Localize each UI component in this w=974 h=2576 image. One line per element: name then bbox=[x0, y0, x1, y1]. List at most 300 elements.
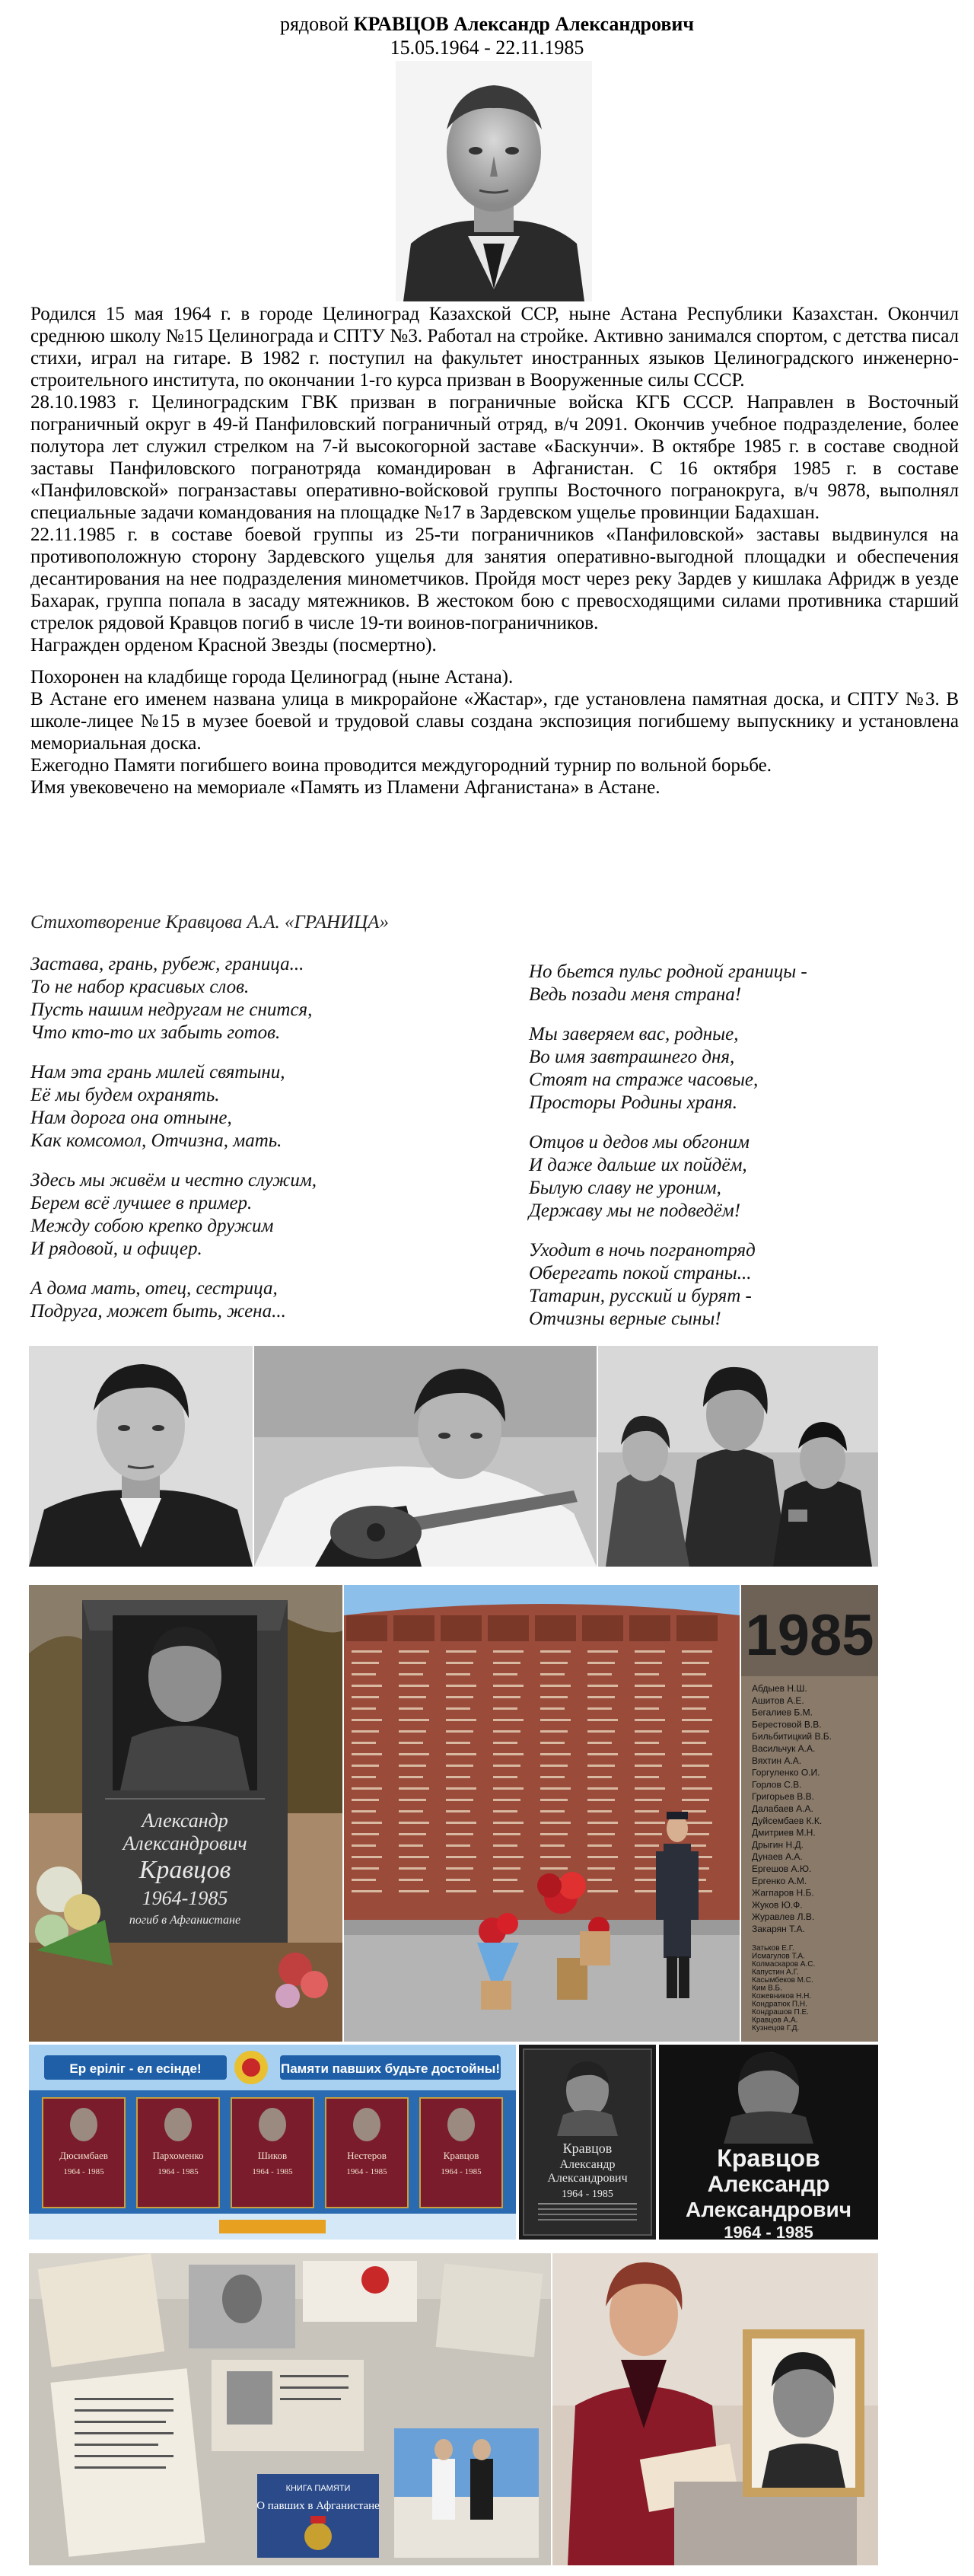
memorial-name-line bbox=[682, 1685, 712, 1687]
memorial-name-line bbox=[587, 1822, 618, 1824]
memorial-name-line bbox=[587, 1776, 612, 1778]
page-header bbox=[0, 12, 974, 59]
memorial-name-line bbox=[399, 1856, 429, 1858]
memorial-name-line bbox=[540, 1673, 565, 1675]
memorial-name-line bbox=[446, 1765, 473, 1767]
memorial-name-line bbox=[352, 1719, 382, 1721]
memorial-name-line bbox=[352, 1822, 382, 1824]
memorial-name-line bbox=[493, 1856, 524, 1858]
memorial-name-line bbox=[682, 1799, 709, 1801]
large-plaque-middle: Александрович bbox=[686, 2198, 851, 2221]
photo-family-group bbox=[598, 1346, 878, 1567]
memorial-name-line bbox=[540, 1707, 565, 1710]
memorial-name-line bbox=[682, 1662, 709, 1664]
poem-line: Здесь мы живём и честно служим, bbox=[30, 1170, 317, 1191]
poem-line: Между собою крепко дружим bbox=[30, 1216, 274, 1236]
memorial-name-line bbox=[399, 1879, 423, 1881]
memorial-name-line bbox=[399, 1810, 423, 1812]
poem-line: Нам дорога она отныне, bbox=[30, 1108, 232, 1128]
memorial-name-line bbox=[399, 1730, 426, 1733]
memorial-name-line bbox=[399, 1799, 426, 1801]
memorial-name-line bbox=[493, 1753, 524, 1755]
memorial-name-line bbox=[446, 1730, 473, 1733]
memorial-name-line bbox=[587, 1833, 615, 1835]
memorial-name: Васильчук А.А. bbox=[752, 1743, 816, 1754]
poem-line: Пусть нашим недругам не снится, bbox=[30, 999, 313, 1020]
memorial-name-line bbox=[399, 1673, 423, 1675]
memorial-name-line bbox=[635, 1787, 665, 1790]
memorial-name-line bbox=[493, 1879, 517, 1881]
memorial-name-line bbox=[446, 1867, 473, 1870]
memorial-name-line bbox=[352, 1742, 376, 1744]
memorial-big-year: 1985 bbox=[745, 1603, 874, 1668]
memorial-name: Ергенко А.М. bbox=[752, 1875, 807, 1886]
memorial-name-line bbox=[352, 1799, 379, 1801]
memorial-name: Кожевников Н.Н. bbox=[752, 1992, 812, 2001]
memorial-name-line bbox=[587, 1719, 618, 1721]
poem-line: Что кто-то их забыть готов. bbox=[30, 1022, 281, 1043]
memorial-name-line bbox=[540, 1650, 571, 1653]
poem-left-column bbox=[30, 953, 502, 1340]
memorial-name-line bbox=[682, 1730, 709, 1733]
poem-line: Подруга, может быть, жена... bbox=[30, 1301, 286, 1321]
poem-line: И рядовой, и офицер. bbox=[30, 1239, 202, 1259]
plaque-name: Кравцов bbox=[443, 2150, 479, 2161]
plaques-banner-right: Памяти павших будьте достойны! bbox=[281, 2061, 500, 2076]
poem-stanza bbox=[30, 1061, 502, 1153]
memorial-name-line bbox=[399, 1662, 426, 1664]
memorial-name-line bbox=[399, 1833, 426, 1835]
memorial-name-line bbox=[540, 1787, 571, 1790]
memorial-name-line bbox=[682, 1673, 706, 1675]
memorial-name-line bbox=[587, 1730, 615, 1733]
memorial-name-line bbox=[587, 1799, 615, 1801]
memorial-name-line bbox=[540, 1833, 568, 1835]
memorial-name-line bbox=[352, 1856, 382, 1858]
memorial-year-panel bbox=[393, 1615, 434, 1641]
memorial-name: Горлов С.В. bbox=[752, 1779, 802, 1790]
memorial-name: Капустин А.Г. bbox=[752, 1968, 799, 1977]
memorial-name-line bbox=[493, 1696, 520, 1698]
memorial-name-line bbox=[540, 1730, 568, 1733]
memorial-name-line bbox=[635, 1742, 659, 1744]
memorial-name-line bbox=[399, 1753, 429, 1755]
plaque-name: Шиков bbox=[257, 2150, 288, 2161]
memorial-name-line bbox=[493, 1673, 517, 1675]
memorial-name-line bbox=[587, 1707, 612, 1710]
memorial-year-panel bbox=[629, 1615, 670, 1641]
poem-line: Державу мы не подведём! bbox=[529, 1200, 741, 1221]
memorial-name-line bbox=[493, 1787, 524, 1790]
poem-stanza bbox=[30, 1277, 502, 1323]
memorial-name: Вяхтин А.А. bbox=[752, 1755, 802, 1766]
plaques-banner-left: Ер еріліг - ел есінде! bbox=[69, 2061, 202, 2076]
plaque-portrait bbox=[447, 2108, 475, 2141]
memorial-name-line bbox=[446, 1753, 476, 1755]
memorial-name: Журавлев Л.В. bbox=[752, 1911, 815, 1923]
memorial-name-line bbox=[587, 1787, 618, 1790]
rank-label: рядовой bbox=[279, 13, 349, 35]
memorial-name-line bbox=[587, 1890, 618, 1892]
memorial-name-line bbox=[635, 1833, 662, 1835]
poem-line: Мы заверяем вас, родные, bbox=[529, 1024, 739, 1044]
plaque-years: 1964 - 1985 bbox=[63, 2167, 104, 2176]
memorial-name-line bbox=[540, 1753, 571, 1755]
memorial-name-line bbox=[352, 1879, 376, 1881]
poem-line: А дома мать, отец, сестрица, bbox=[30, 1278, 278, 1299]
memorial-name: Жагпаров Н.Б. bbox=[752, 1887, 814, 1899]
life-dates: 15.05.1964 - 22.11.1985 bbox=[390, 37, 584, 59]
poem-right-column bbox=[529, 961, 955, 1347]
memorial-name: Берестовой В.В. bbox=[752, 1719, 822, 1730]
memorial-name-line bbox=[352, 1707, 376, 1710]
memorial-name-line bbox=[682, 1742, 706, 1744]
bio-paragraph: Ежегодно Памяти погибшего воина проводится междугородний турнир по вольной борьбе. bbox=[30, 755, 772, 776]
memorial-name-line bbox=[446, 1856, 476, 1858]
memorial-name-line bbox=[446, 1650, 476, 1653]
memorial-name-line bbox=[587, 1685, 618, 1687]
memorial-name-line bbox=[635, 1879, 659, 1881]
memorial-name-line bbox=[587, 1879, 612, 1881]
soldier-title bbox=[0, 12, 974, 36]
memorial-name: Кондратюк П.Н. bbox=[752, 2000, 807, 2009]
memorial-name-line bbox=[493, 1719, 524, 1721]
memorial-name: Дуйсембаев К.К. bbox=[752, 1815, 823, 1826]
poem-line: Её мы будем охранять. bbox=[30, 1085, 220, 1105]
memorial-name-line bbox=[635, 1696, 662, 1698]
memorial-name: Горгуленко О.И. bbox=[752, 1767, 820, 1778]
memorial-name: Ергешов А.Ю. bbox=[752, 1863, 812, 1874]
bio-paragraph: Похоронен на кладбище города Целиноград (ныне Астана). bbox=[30, 667, 514, 687]
grave-middle-name: Александрович bbox=[123, 1832, 247, 1854]
plaque-name: Нестеров bbox=[347, 2150, 387, 2161]
poem-line: Татарин, русский и бурят - bbox=[529, 1286, 752, 1306]
poem-line: Как комсомол, Отчизна, мать. bbox=[30, 1130, 282, 1151]
small-plaque-first: Александр bbox=[559, 2158, 616, 2171]
memorial-name-line bbox=[587, 1867, 615, 1870]
biography bbox=[30, 303, 959, 799]
plaque-years: 1964 - 1985 bbox=[252, 2167, 293, 2176]
memorial-name-line bbox=[446, 1696, 473, 1698]
memorial-name-line bbox=[399, 1822, 429, 1824]
photo-museum-exhibit bbox=[29, 2253, 551, 2565]
photo-memorial-wall bbox=[344, 1585, 740, 2042]
memorial-name-line bbox=[352, 1787, 382, 1790]
memorial-name-line bbox=[682, 1707, 706, 1710]
photo-memorial-names bbox=[741, 1585, 878, 2042]
memorial-name-line bbox=[587, 1673, 612, 1675]
memorial-name-line bbox=[399, 1685, 429, 1687]
poem-line: Уходит в ночь погранотряд bbox=[529, 1240, 756, 1261]
plaque-years: 1964 - 1985 bbox=[158, 2167, 199, 2176]
memorial-name-line bbox=[682, 1753, 712, 1755]
memorial-name-line bbox=[682, 1696, 709, 1698]
memorial-name: Кондрашов П.Е. bbox=[752, 2008, 809, 2016]
memorial-name: Григорьев В.В. bbox=[752, 1791, 814, 1803]
memorial-name-line bbox=[540, 1776, 565, 1778]
memorial-name-line bbox=[540, 1856, 571, 1858]
memorial-name-line bbox=[682, 1787, 712, 1790]
memorial-name-line bbox=[399, 1890, 429, 1892]
memorial-name-line bbox=[635, 1799, 662, 1801]
memorial-name-line bbox=[540, 1822, 571, 1824]
memorial-name-line bbox=[446, 1879, 470, 1881]
memorial-name-line bbox=[399, 1765, 426, 1767]
memorial-name-line bbox=[493, 1844, 517, 1847]
memorial-name-line bbox=[446, 1685, 476, 1687]
poem-line: Во имя завтрашнего дня, bbox=[529, 1047, 735, 1067]
memorial-name-line bbox=[446, 1890, 476, 1892]
memorial-name-line bbox=[587, 1742, 612, 1744]
book-title: О павших в Афганистане bbox=[256, 2500, 380, 2512]
plaque-name: Дюсимбаев bbox=[59, 2150, 108, 2161]
memorial-name-line bbox=[352, 1810, 376, 1812]
poem-line: Но бьется пульс родной границы - bbox=[529, 961, 807, 982]
photo-gravestone bbox=[29, 1585, 342, 2042]
poem-stanza bbox=[529, 1131, 955, 1223]
memorial-year-panel bbox=[346, 1615, 387, 1641]
memorial-name-line bbox=[635, 1776, 659, 1778]
memorial-name-line bbox=[399, 1742, 423, 1744]
poem-line: То не набор красивых слов. bbox=[30, 977, 250, 997]
memorial-name-line bbox=[446, 1833, 473, 1835]
memorial-name-line bbox=[493, 1799, 520, 1801]
grave-first-name: Александр bbox=[142, 1809, 228, 1832]
large-plaque-first: Александр bbox=[707, 2172, 830, 2197]
memorial-name: Дмитриев М.Н. bbox=[752, 1827, 816, 1838]
memorial-year-panel bbox=[676, 1615, 718, 1641]
memorial-name-line bbox=[493, 1650, 524, 1653]
memorial-name-line bbox=[635, 1685, 665, 1687]
poem-line: Ведь позади меня страна! bbox=[529, 984, 742, 1005]
memorial-name-line bbox=[399, 1844, 423, 1847]
memorial-name-line bbox=[587, 1856, 618, 1858]
memorial-name-line bbox=[540, 1662, 568, 1664]
memorial-name-line bbox=[635, 1753, 665, 1755]
memorial-name-line bbox=[587, 1650, 618, 1653]
memorial-name-line bbox=[493, 1730, 520, 1733]
poem-line: Отчизны верные сыны! bbox=[529, 1309, 721, 1329]
memorial-name-line bbox=[493, 1742, 517, 1744]
memorial-name-line bbox=[352, 1765, 379, 1767]
memorial-name-line bbox=[446, 1787, 476, 1790]
memorial-name-line bbox=[399, 1719, 429, 1721]
memorial-name-line bbox=[540, 1867, 568, 1870]
memorial-name-line bbox=[446, 1707, 470, 1710]
memorial-name-line bbox=[682, 1719, 712, 1721]
memorial-name-line bbox=[587, 1810, 612, 1812]
memorial-year-panel bbox=[488, 1615, 529, 1641]
bio-paragraph: Имя увековечено на мемориале «Память из Пламени Афганистана» в Астане. bbox=[30, 777, 660, 798]
memorial-name-line bbox=[446, 1673, 470, 1675]
memorial-name-line bbox=[446, 1776, 470, 1778]
large-plaque-last: Кравцов bbox=[717, 2144, 820, 2172]
memorial-name-line bbox=[635, 1673, 659, 1675]
memorial-name-line bbox=[493, 1890, 524, 1892]
memorial-name-line bbox=[493, 1867, 520, 1870]
poem-line: Просторы Родины храня. bbox=[529, 1092, 738, 1113]
small-plaque-middle: Александрович bbox=[547, 2172, 628, 2185]
memorial-name-line bbox=[493, 1776, 517, 1778]
memorial-name-line bbox=[399, 1787, 429, 1790]
poem-stanza bbox=[529, 1023, 955, 1114]
memorial-name-line bbox=[446, 1799, 473, 1801]
memorial-name-line bbox=[493, 1662, 520, 1664]
memorial-name-line bbox=[635, 1765, 662, 1767]
memorial-name: Жуков Ю.Ф. bbox=[752, 1899, 803, 1911]
memorial-name-line bbox=[352, 1844, 376, 1847]
poem-stanza bbox=[30, 1169, 502, 1261]
memorial-year-panel bbox=[441, 1615, 482, 1641]
memorial-name-line bbox=[540, 1685, 571, 1687]
memorial-name-line bbox=[352, 1685, 382, 1687]
memorial-name-line bbox=[635, 1730, 662, 1733]
memorial-name-line bbox=[493, 1765, 520, 1767]
poem-line: Отцов и дедов мы обгоним bbox=[529, 1132, 750, 1153]
plaque-portrait bbox=[353, 2108, 380, 2141]
plaque-portrait bbox=[259, 2108, 286, 2141]
poem-line: Застава, грань, рубеж, граница... bbox=[30, 954, 304, 974]
memorial-name: Абдыев Н.Ш. bbox=[752, 1683, 807, 1694]
large-plaque-years: 1964 - 1985 bbox=[724, 2223, 813, 2240]
soldier-name: КРАВЦОВ Александр Александрович bbox=[353, 13, 695, 35]
plaque-portrait bbox=[70, 2108, 97, 2141]
memorial-name: Затьков Е.Г. bbox=[752, 1944, 794, 1953]
memorial-name: Кузнецов Г.Д. bbox=[752, 2024, 800, 2032]
memorial-name: Дрыгин Н.Д. bbox=[752, 1839, 804, 1851]
small-plaque-last: Кравцов bbox=[562, 2141, 613, 2156]
memorial-name-line bbox=[540, 1696, 568, 1698]
memorial-name-line bbox=[540, 1799, 568, 1801]
memorial-name-line bbox=[682, 1776, 706, 1778]
memorial-name-line bbox=[540, 1742, 565, 1744]
memorial-name-line bbox=[493, 1833, 520, 1835]
bio-paragraph: 28.10.1983 г. Целиноградским ГВК призван в пограничные войска КГБ СССР. Направлен в Восточный пограничный округ в 49-й Панфиловский пограничный отряд, в/ч 2091. Окончив учебное подразделение, более полутора лет служил стрелком на 7-й высокогорной заставе «Баскунчи». В октябре 1985 г. в составе сводной заставы Панфиловского погранотряда командирован в Афганистан. С 16 октября 1985 г. в составе «Панфиловской» погранзаставы оперативно-войсковой группы Восточного погранокруга, в/ч 9878, выполнял специальные задачи командования на площадке №17 в Зардевском ущелье провинции Бадахшан. bbox=[30, 392, 959, 523]
memorial-name-line bbox=[493, 1685, 524, 1687]
memorial-name-line bbox=[446, 1742, 470, 1744]
memorial-name-line bbox=[635, 1822, 665, 1824]
memorial-name: Кравцов А.А. bbox=[752, 2016, 798, 2025]
memorial-name-line bbox=[352, 1776, 376, 1778]
photo-small-plaque bbox=[519, 2045, 656, 2240]
book-title-small: КНИГА ПАМЯТИ bbox=[285, 2484, 351, 2493]
memorial-name-line bbox=[635, 1707, 659, 1710]
memorial-name-line bbox=[352, 1833, 379, 1835]
poem-title: Стихотворение Кравцова А.А. «ГРАНИЦА» bbox=[30, 912, 389, 933]
memorial-name: Исмагулов Т.А. bbox=[752, 1952, 805, 1961]
poem-line: Стоят на страже часовые, bbox=[529, 1070, 759, 1090]
photo-man-with-guitar bbox=[254, 1346, 597, 1567]
memorial-name-line bbox=[635, 1662, 662, 1664]
memorial-name-line bbox=[587, 1765, 615, 1767]
memorial-name-line bbox=[352, 1753, 382, 1755]
plaque-name: Пархоменко bbox=[152, 2150, 204, 2161]
memorial-name: Колмаскаров А.С. bbox=[752, 1960, 816, 1969]
bio-paragraph: Награжден орденом Красной Звезды (посмертно). bbox=[30, 635, 437, 655]
memorial-name-line bbox=[446, 1719, 476, 1721]
memorial-name: Бегалиев Б.М. bbox=[752, 1707, 813, 1718]
grave-note: погиб в Афганистане bbox=[129, 1914, 241, 1927]
memorial-name-line bbox=[635, 1844, 659, 1847]
poem-line: Былую славу не уроним, bbox=[529, 1178, 721, 1198]
memorial-name: Бильбитицкий В.Б. bbox=[752, 1731, 832, 1742]
memorial-name-line bbox=[587, 1753, 618, 1755]
memorial-name: Далабаев А.А. bbox=[752, 1803, 813, 1814]
bio-paragraph: Родился 15 мая 1964 г. в городе Целиноград Казахской ССР, ныне Астана Республики Казахстан. Окончил среднюю школу №15 Целинограда и СПТУ №3. Работал на стройке. Активно занимался спортом, с детства писал стихи, играл на гитаре. В 1982 г. поступил на факультет иностранных языков Целиноградского инженерно-строительного института, по окончании 1-го курса призван в Вооруженные силы СССР. bbox=[30, 304, 959, 391]
poem-line: И даже дальше их пойдём, bbox=[529, 1155, 747, 1175]
memorial-name-line bbox=[587, 1844, 612, 1847]
memorial-name-line bbox=[399, 1776, 423, 1778]
memorial-name-line bbox=[352, 1696, 379, 1698]
photo-young-man bbox=[29, 1346, 253, 1567]
memorial-name: Ким В.Б. bbox=[752, 1984, 782, 1993]
plaque-portrait bbox=[164, 2108, 192, 2141]
memorial-name: Ашитов А.Е. bbox=[752, 1694, 804, 1706]
plaque-years: 1964 - 1985 bbox=[441, 2167, 482, 2176]
memorial-name-line bbox=[446, 1844, 470, 1847]
memorial-name-line bbox=[587, 1662, 615, 1664]
memorial-name-line bbox=[682, 1650, 712, 1653]
poem-line: Оберегать покой страны... bbox=[529, 1263, 752, 1283]
memorial-name-line bbox=[635, 1810, 659, 1812]
photo-plaques-school bbox=[29, 2045, 516, 2240]
photo-large-plaque bbox=[659, 2045, 878, 2240]
poem-stanza bbox=[30, 953, 502, 1044]
portrait-photo bbox=[396, 61, 592, 301]
memorial-name: Касымбеков М.С. bbox=[752, 1976, 813, 1985]
memorial-name-line bbox=[352, 1662, 379, 1664]
memorial-name-line bbox=[540, 1844, 565, 1847]
bio-paragraph: В Астане его именем названа улица в микрорайоне «Жастар», где установлена памятная доска, и СПТУ №3. В школе-лицее №15 в музее боевой и трудовой славы создана экспозиция погибшему выпускнику и установлена мемориальная доска. bbox=[30, 689, 959, 754]
memorial-name-line bbox=[352, 1890, 382, 1892]
memorial-name-line bbox=[635, 1650, 665, 1653]
bio-paragraph: 22.11.1985 г. в составе боевой группы из 25-ти пограничников «Панфиловской» заставы выдвинулся на противоположную сторону Зардевского ущелья для занятия оперативно-выгодной площадки и обеспечения десантирования на нее подразделения минометчиков. Пройдя мост через реку Зардев у кишлака Афридж в уезде Бахарак, группа попала в засаду мятежников. В жестоком бою с превосходящими силами противника старший стрелок рядовой Кравцов погиб в числе 19-ти воинов-пограничников. bbox=[30, 524, 959, 633]
memorial-name-line bbox=[352, 1650, 382, 1653]
plaque-years: 1964 - 1985 bbox=[346, 2167, 387, 2176]
poem-stanza bbox=[529, 961, 955, 1006]
grave-years: 1964-1985 bbox=[142, 1887, 228, 1909]
memorial-name-line bbox=[540, 1719, 571, 1721]
memorial-name-line bbox=[682, 1765, 709, 1767]
memorial-name-line bbox=[493, 1707, 517, 1710]
memorial-name: Закарян Т.А. bbox=[752, 1924, 805, 1934]
memorial-name-line bbox=[493, 1822, 524, 1824]
memorial-name-line bbox=[540, 1765, 568, 1767]
poem-line: Нам эта грань милей святыни, bbox=[30, 1062, 285, 1082]
memorial-name-line bbox=[446, 1662, 473, 1664]
memorial-name-line bbox=[493, 1810, 517, 1812]
grave-last-name: Кравцов bbox=[138, 1856, 231, 1884]
poem-stanza bbox=[529, 1239, 955, 1331]
memorial-name-line bbox=[587, 1696, 615, 1698]
memorial-name-line bbox=[399, 1696, 426, 1698]
memorial-name-line bbox=[352, 1730, 379, 1733]
memorial-name-line bbox=[399, 1707, 423, 1710]
memorial-year-panel bbox=[535, 1615, 576, 1641]
memorial-year-panel bbox=[582, 1615, 623, 1641]
memorial-name-line bbox=[352, 1867, 379, 1870]
memorial-name-line bbox=[352, 1673, 376, 1675]
memorial-name-line bbox=[399, 1867, 426, 1870]
photo-mother-with-portrait bbox=[552, 2253, 878, 2565]
memorial-name-line bbox=[540, 1810, 565, 1812]
memorial-name-line bbox=[399, 1650, 429, 1653]
poem-line: Берем всё лучшее в пример. bbox=[30, 1193, 253, 1213]
memorial-name-line bbox=[635, 1719, 665, 1721]
memorial-name: Дунаев А.А. bbox=[752, 1851, 803, 1863]
memorial-name-line bbox=[446, 1810, 470, 1812]
small-plaque-years: 1964 - 1985 bbox=[562, 2189, 613, 2200]
